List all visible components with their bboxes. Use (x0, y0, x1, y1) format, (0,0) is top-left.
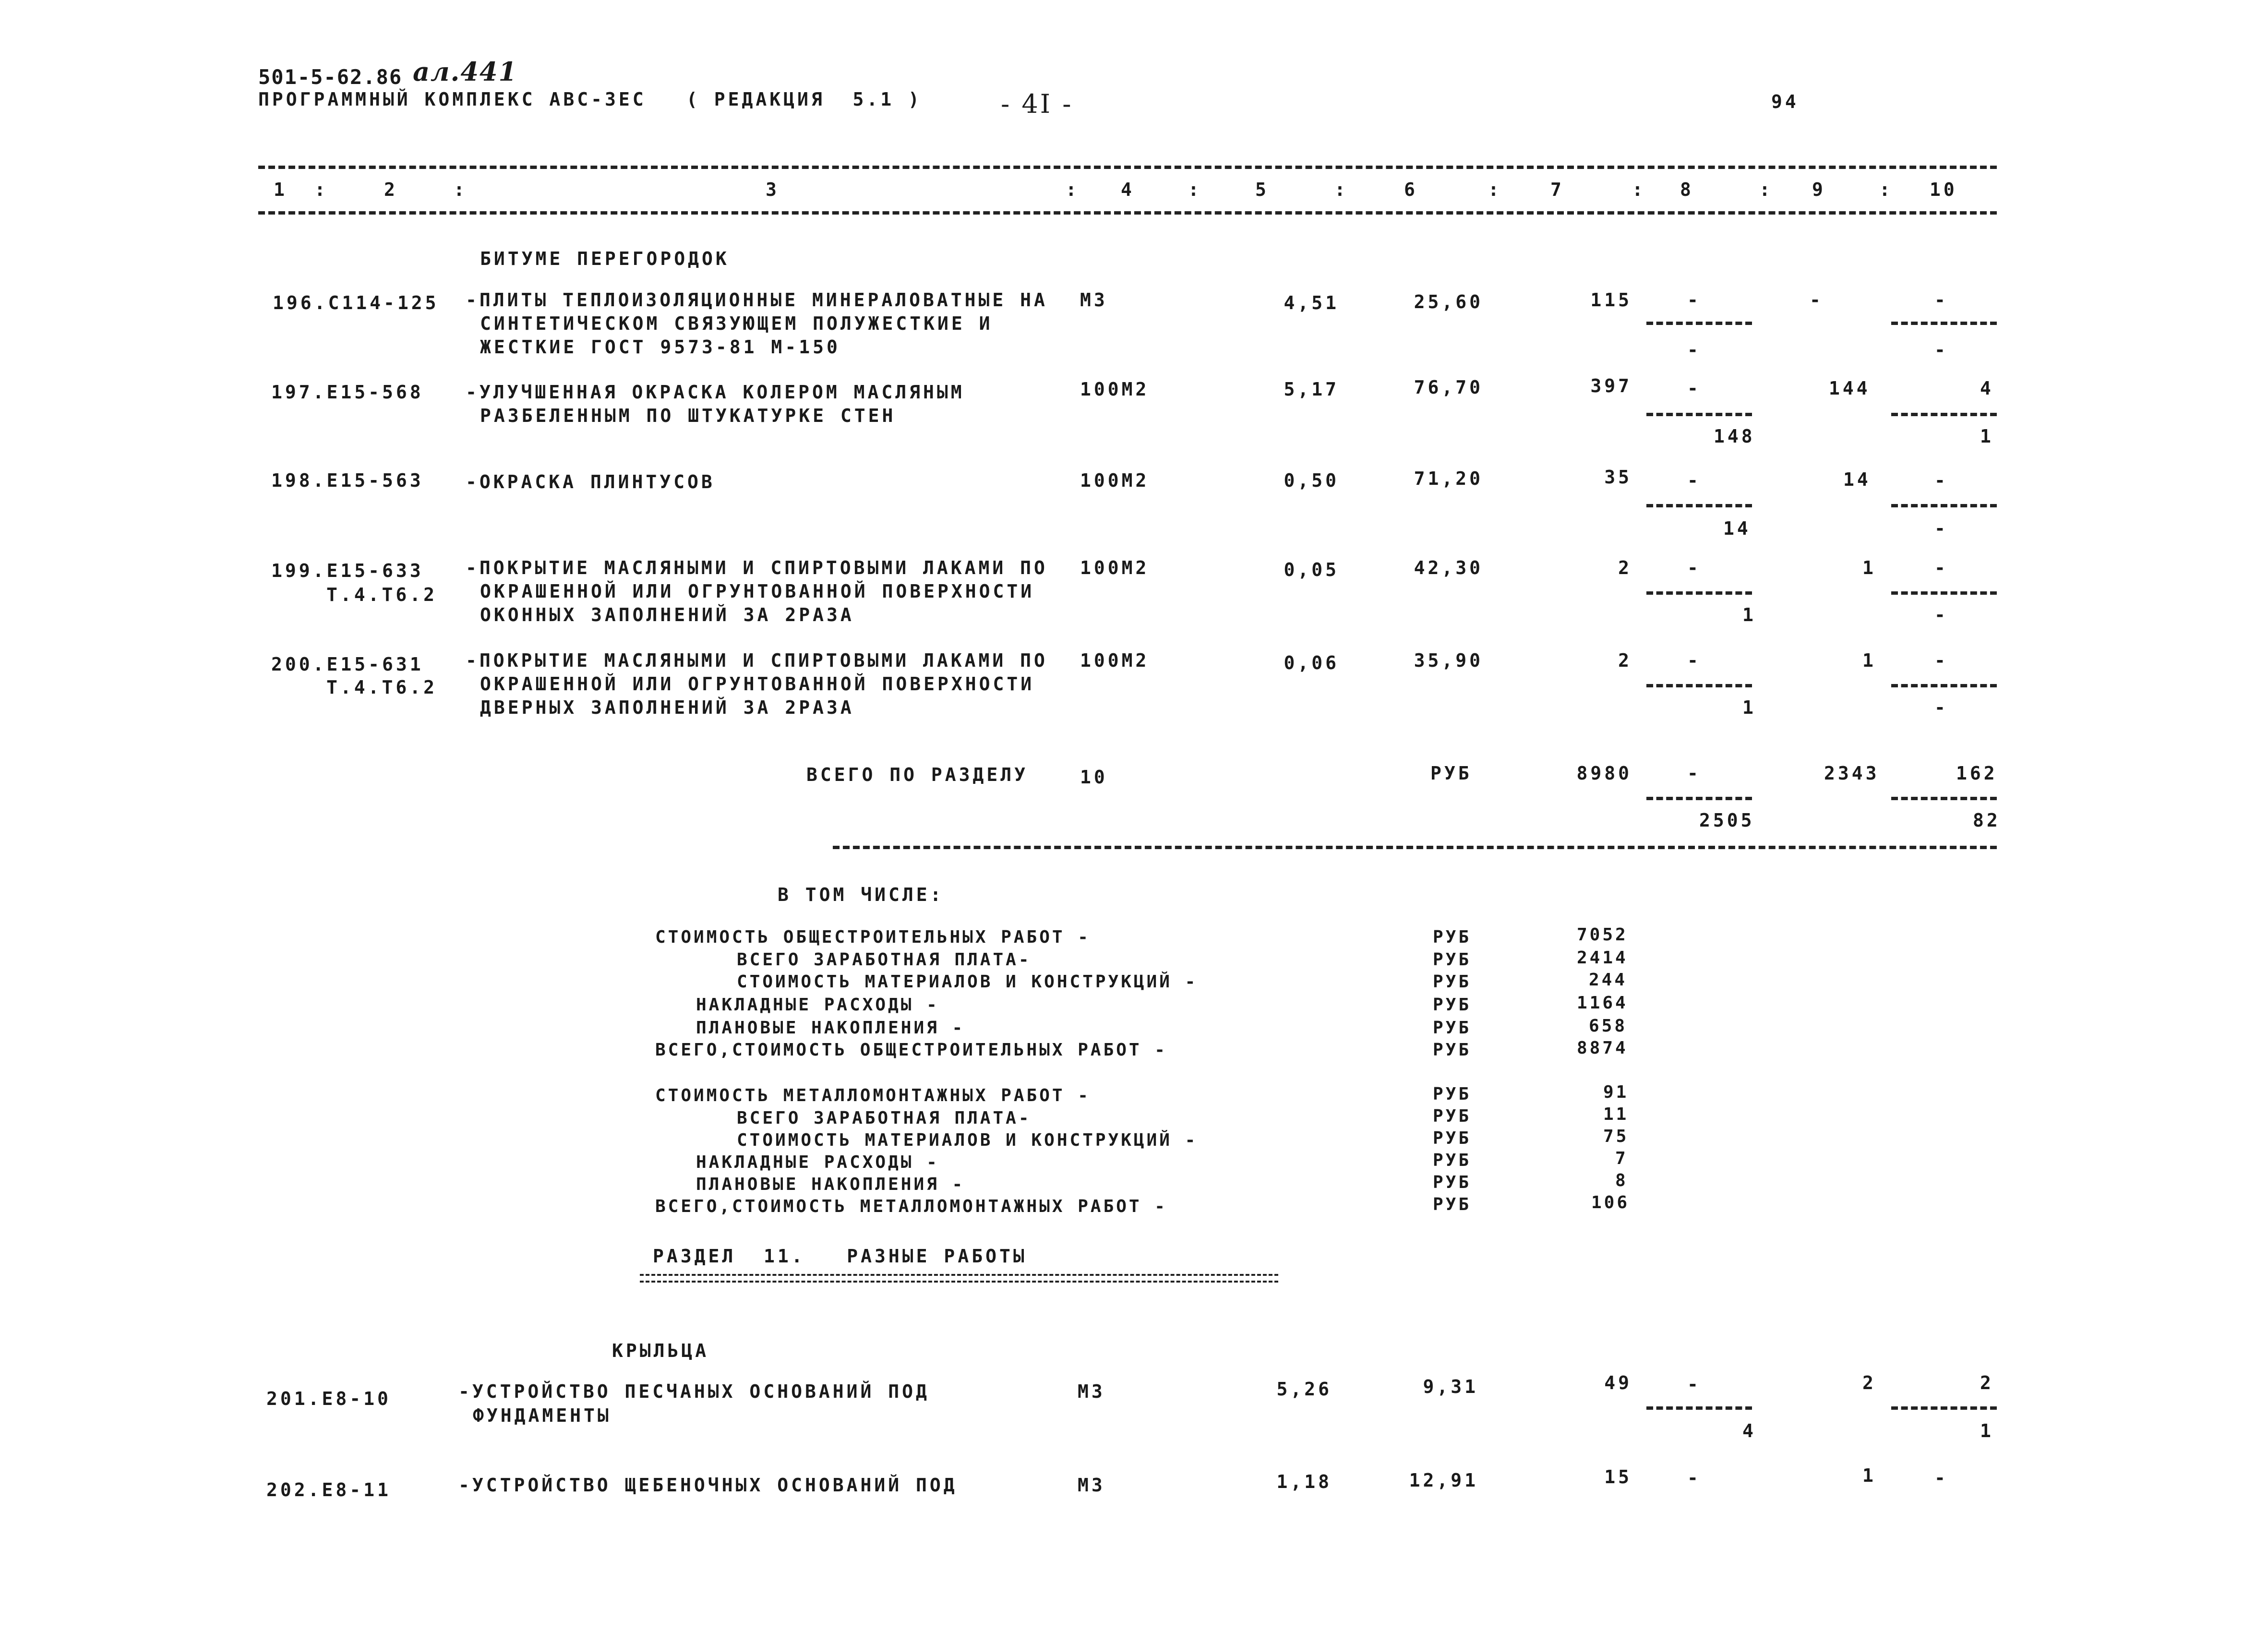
program-name: ПРОГРАММНЫЙ КОМПЛЕКС АВС-3ЕС (258, 89, 647, 110)
unit-cell: 100М2 (1080, 379, 1150, 400)
breakdown-label: ПЛАНОВЫЕ НАКОПЛЕНИЯ - (696, 1018, 965, 1038)
col10-sub-value: - (1934, 697, 1948, 718)
fraction-rule (1646, 591, 1752, 595)
item-description-line: ДВЕРНЫХ ЗАПОЛНЕНИЙ ЗА 2РАЗА (480, 697, 854, 718)
breakdown-unit: РУБ (1433, 1173, 1472, 1192)
breakdown-label: СТОИМОСТЬ МАТЕРИАЛОВ И КОНСТРУКЦИЙ - (737, 972, 1198, 992)
quantity-cell: 5,26 (1276, 1379, 1332, 1400)
total-cell: 2 (1618, 557, 1632, 578)
item-description-line: -ПЛИТЫ ТЕПЛОИЗОЛЯЦИОННЫЕ МИНЕРАЛОВАТНЫЕ НА (466, 289, 1048, 311)
item-number: 199.Е15-633 (271, 560, 424, 581)
column-header-6: 6 (1404, 179, 1418, 200)
breakdown-unit: РУБ (1433, 950, 1472, 970)
price-cell: 35,90 (1414, 650, 1483, 671)
quantity-cell: 0,50 (1284, 470, 1339, 491)
section-title-underline (640, 1281, 1278, 1283)
item-number: 202.Е8-11 (266, 1479, 391, 1500)
col8-value: - (1687, 289, 1701, 311)
col8-value: - (1687, 470, 1701, 491)
col10-sub-value: - (1934, 339, 1948, 360)
breakdown-value: 2414 (1577, 948, 1628, 968)
breakdown-value: 244 (1589, 970, 1628, 990)
breakdown-value: 91 (1603, 1082, 1629, 1102)
breakdown-value: 7052 (1577, 925, 1628, 945)
table-top-rule (258, 166, 1997, 169)
col10-value: - (1934, 650, 1948, 671)
unit-cell: М3 (1078, 1381, 1105, 1402)
item-description-line: ОКРАШЕННОЙ ИЛИ ОГРУНТОВАННОЙ ПОВЕРХНОСТИ (480, 581, 1035, 602)
section-total-number: 10 (1080, 767, 1108, 788)
column-header-2: 2 (384, 179, 398, 200)
col10-sub-value: - (1934, 604, 1948, 625)
page-number: - 4I - (1001, 89, 1073, 119)
column-header-5: 5 (1255, 179, 1269, 200)
breakdown-label: ВСЕГО ЗАРАБОТНАЯ ПЛАТА- (737, 1108, 1032, 1128)
col10-value: - (1934, 470, 1948, 491)
breakdown-label: ВСЕГО,СТОИМОСТЬ ОБЩЕСТРОИТЕЛЬНЫХ РАБОТ - (655, 1040, 1167, 1060)
col9-value: 1 (1862, 557, 1876, 578)
section-total-value: 8980 (1576, 763, 1632, 784)
fraction-rule (1891, 322, 1997, 325)
breakdown-label: СТОИМОСТЬ МАТЕРИАЛОВ И КОНСТРУКЦИЙ - (737, 1130, 1198, 1150)
sheet-number: 94 (1771, 91, 1799, 112)
col9-value: 144 (1829, 378, 1871, 399)
col10-sub-value: - (1934, 518, 1948, 539)
item-description-line: РАЗБЕЛЕННЫМ ПО ШТУКАТУРКЕ СТЕН (480, 405, 896, 426)
breakdown-unit: РУБ (1433, 1195, 1472, 1214)
col10-value: 162 (1956, 763, 1998, 784)
item-description-line: -УСТРОЙСТВО ЩЕБЕНОЧНЫХ ОСНОВАНИЙ ПОД (458, 1475, 958, 1496)
fraction-rule (1646, 1406, 1752, 1410)
column-header-9: 9 (1812, 179, 1826, 200)
price-cell: 9,31 (1423, 1376, 1478, 1397)
table-header-rule (258, 211, 1997, 215)
quantity-cell: 5,17 (1284, 379, 1339, 400)
item-description-line: СИНТЕТИЧЕСКОМ СВЯЗУЮЩЕМ ПОЛУЖЕСТКИЕ И (480, 313, 993, 334)
column-header-1: 1 (274, 179, 288, 200)
col8-sub-value: 2505 (1699, 810, 1755, 831)
quantity-cell: 1,18 (1276, 1471, 1332, 1492)
breakdown-label: СТОИМОСТЬ ОБЩЕСТРОИТЕЛЬНЫХ РАБОТ - (655, 927, 1091, 947)
total-cell: 15 (1604, 1466, 1632, 1488)
fraction-rule (1891, 684, 1997, 687)
total-cell: 2 (1618, 650, 1632, 671)
col9-value: 2343 (1824, 763, 1880, 784)
breakdown-unit: РУБ (1433, 972, 1472, 992)
section-title: РАЗДЕЛ 11. РАЗНЫЕ РАБОТЫ (653, 1246, 1027, 1267)
item-number: 201.Е8-10 (266, 1388, 391, 1409)
breakdown-value: 11 (1603, 1104, 1629, 1124)
breakdown-label: СТОИМОСТЬ МЕТАЛЛОМОНТАЖНЫХ РАБОТ - (655, 1086, 1091, 1105)
unit-cell: 100М2 (1080, 557, 1150, 578)
item-sub-number: Т.4.Т6.2 (326, 677, 438, 698)
item-description-line: -ПОКРЫТИЕ МАСЛЯНЫМИ И СПИРТОВЫМИ ЛАКАМИ ПО (466, 557, 1048, 578)
fraction-rule (1646, 322, 1752, 325)
column-header-4: 4 (1121, 179, 1135, 200)
col8-value: - (1687, 1467, 1701, 1488)
breakdown-unit: РУБ (1433, 995, 1472, 1015)
section-title-underline (640, 1274, 1278, 1276)
col8-sub-value: 4 (1742, 1420, 1756, 1441)
col8-sub-value: 148 (1714, 426, 1755, 447)
section-total-label: ВСЕГО ПО РАЗДЕЛУ (806, 764, 1029, 785)
col8-sub-value: 1 (1742, 604, 1756, 625)
breakdown-label: ПЛАНОВЫЕ НАКОПЛЕНИЯ - (696, 1175, 965, 1194)
item-description-line: ОКРАШЕННОЙ ИЛИ ОГРУНТОВАННОЙ ПОВЕРХНОСТИ (480, 673, 1035, 695)
item-description-line: -УСТРОЙСТВО ПЕСЧАНЫХ ОСНОВАНИЙ ПОД (458, 1381, 930, 1402)
col8-sub-value: - (1687, 339, 1701, 360)
including-title: В ТОМ ЧИСЛЕ: (778, 884, 944, 905)
col9-value: 2 (1862, 1372, 1876, 1393)
document-code: 501-5-62.86 (258, 65, 403, 89)
col8-sub-value: 1 (1742, 697, 1756, 718)
column-separator: : (1334, 179, 1348, 200)
breakdown-label: ВСЕГО,СТОИМОСТЬ МЕТАЛЛОМОНТАЖНЫХ РАБОТ - (655, 1197, 1167, 1216)
breakdown-label: ВСЕГО ЗАРАБОТНАЯ ПЛАТА- (737, 950, 1032, 970)
fraction-rule (1646, 684, 1752, 687)
item-description-line: ЖЕСТКИЕ ГОСТ 9573-81 М-150 (480, 336, 840, 358)
col8-value: - (1687, 378, 1701, 399)
subsection-title: КРЫЛЬЦА (612, 1340, 709, 1361)
breakdown-unit: РУБ (1433, 927, 1472, 947)
handwritten-note: ал.441 (413, 56, 518, 87)
fraction-rule (1891, 591, 1997, 595)
col8-value: - (1687, 650, 1701, 671)
breakdown-unit: РУБ (1433, 1018, 1472, 1038)
unit-cell: 100М2 (1080, 650, 1150, 671)
col9-value: - (1810, 289, 1824, 311)
breakdown-value: 8 (1615, 1171, 1628, 1190)
column-separator: : (1632, 179, 1646, 200)
breakdown-unit: РУБ (1433, 1084, 1472, 1104)
breakdown-value: 106 (1591, 1193, 1630, 1212)
total-cell: 35 (1604, 467, 1632, 488)
column-separator: : (1188, 179, 1202, 200)
section-total-rule (833, 846, 1997, 849)
price-cell: 12,91 (1409, 1470, 1478, 1491)
col9-value: 14 (1843, 469, 1871, 490)
col9-value: 1 (1862, 1465, 1876, 1486)
col10-sub-value: 1 (1980, 426, 1994, 447)
column-separator: : (1066, 179, 1080, 200)
col8-value: - (1687, 1374, 1701, 1395)
col8-value: - (1687, 763, 1701, 784)
col9-value: 1 (1862, 650, 1876, 671)
col10-sub-value: 1 (1980, 1420, 1994, 1441)
col10-value: - (1934, 289, 1948, 311)
item-number: 197.Е15-568 (271, 382, 424, 403)
column-header-10: 10 (1930, 179, 1957, 200)
item-number: 200.Е15-631 (271, 654, 424, 675)
fraction-rule (1891, 413, 1997, 416)
breakdown-value: 8874 (1577, 1038, 1628, 1058)
item-description-line: -ПОКРЫТИЕ МАСЛЯНЫМИ И СПИРТОВЫМИ ЛАКАМИ ПО (466, 650, 1048, 671)
column-separator: : (1879, 179, 1893, 200)
unit-cell: М3 (1078, 1475, 1105, 1496)
item-description-line: ФУНДАМЕНТЫ (473, 1405, 612, 1426)
breakdown-label: НАКЛАДНЫЕ РАСХОДЫ - (696, 995, 939, 1015)
program-edition: ( РЕДАКЦИЯ 5.1 ) (686, 89, 922, 110)
item-number: 198.Е15-563 (271, 470, 424, 491)
column-header-3: 3 (766, 179, 780, 200)
breakdown-value: 658 (1589, 1016, 1628, 1036)
col10-value: - (1934, 1467, 1948, 1488)
section-total-unit: РУБ (1430, 763, 1472, 784)
item-description-line: -УЛУЧШЕННАЯ ОКРАСКА КОЛЕРОМ МАСЛЯНЫМ (466, 382, 965, 403)
breakdown-unit: РУБ (1433, 1151, 1472, 1170)
fraction-rule (1891, 1406, 1997, 1410)
item-description-line: ОКОННЫХ ЗАПОЛНЕНИЙ ЗА 2РАЗА (480, 604, 854, 625)
breakdown-unit: РУБ (1433, 1128, 1472, 1148)
quantity-cell: 0,06 (1284, 652, 1339, 673)
continuation-text: БИТУМЕ ПЕРЕГОРОДОК (480, 248, 730, 269)
fraction-rule (1646, 797, 1752, 800)
price-cell: 71,20 (1414, 468, 1483, 489)
column-separator: : (314, 179, 328, 200)
total-cell: 49 (1604, 1372, 1632, 1393)
fraction-rule (1646, 504, 1752, 507)
unit-cell: 100М2 (1080, 470, 1150, 491)
fraction-rule (1646, 413, 1752, 416)
item-description-line: -ОКРАСКА ПЛИНТУСОВ (466, 471, 715, 492)
col8-value: - (1687, 557, 1701, 578)
price-cell: 76,70 (1414, 377, 1483, 398)
col10-value: 4 (1980, 378, 1994, 399)
breakdown-value: 75 (1603, 1127, 1629, 1146)
item-number: 196.С114-125 (273, 292, 439, 313)
breakdown-label: НАКЛАДНЫЕ РАСХОДЫ - (696, 1152, 939, 1172)
column-separator: : (454, 179, 468, 200)
breakdown-value: 1164 (1577, 993, 1628, 1013)
quantity-cell: 0,05 (1284, 559, 1339, 580)
breakdown-unit: РУБ (1433, 1106, 1472, 1126)
total-cell: 115 (1590, 289, 1632, 311)
breakdown-value: 7 (1615, 1149, 1628, 1168)
col10-sub-value: 82 (1973, 810, 2001, 831)
col8-sub-value: 14 (1723, 518, 1751, 539)
column-header-7: 7 (1550, 179, 1564, 200)
column-header-8: 8 (1680, 179, 1694, 200)
quantity-cell: 4,51 (1284, 292, 1339, 313)
col10-value: 2 (1980, 1372, 1994, 1393)
breakdown-unit: РУБ (1433, 1040, 1472, 1060)
column-separator: : (1488, 179, 1502, 200)
col10-value: - (1934, 557, 1948, 578)
price-cell: 42,30 (1414, 557, 1483, 578)
column-separator: : (1759, 179, 1773, 200)
fraction-rule (1891, 797, 1997, 800)
unit-cell: М3 (1080, 289, 1108, 311)
item-sub-number: Т.4.Т6.2 (326, 584, 438, 605)
price-cell: 25,60 (1414, 291, 1483, 312)
total-cell: 397 (1590, 375, 1632, 396)
fraction-rule (1891, 504, 1997, 507)
